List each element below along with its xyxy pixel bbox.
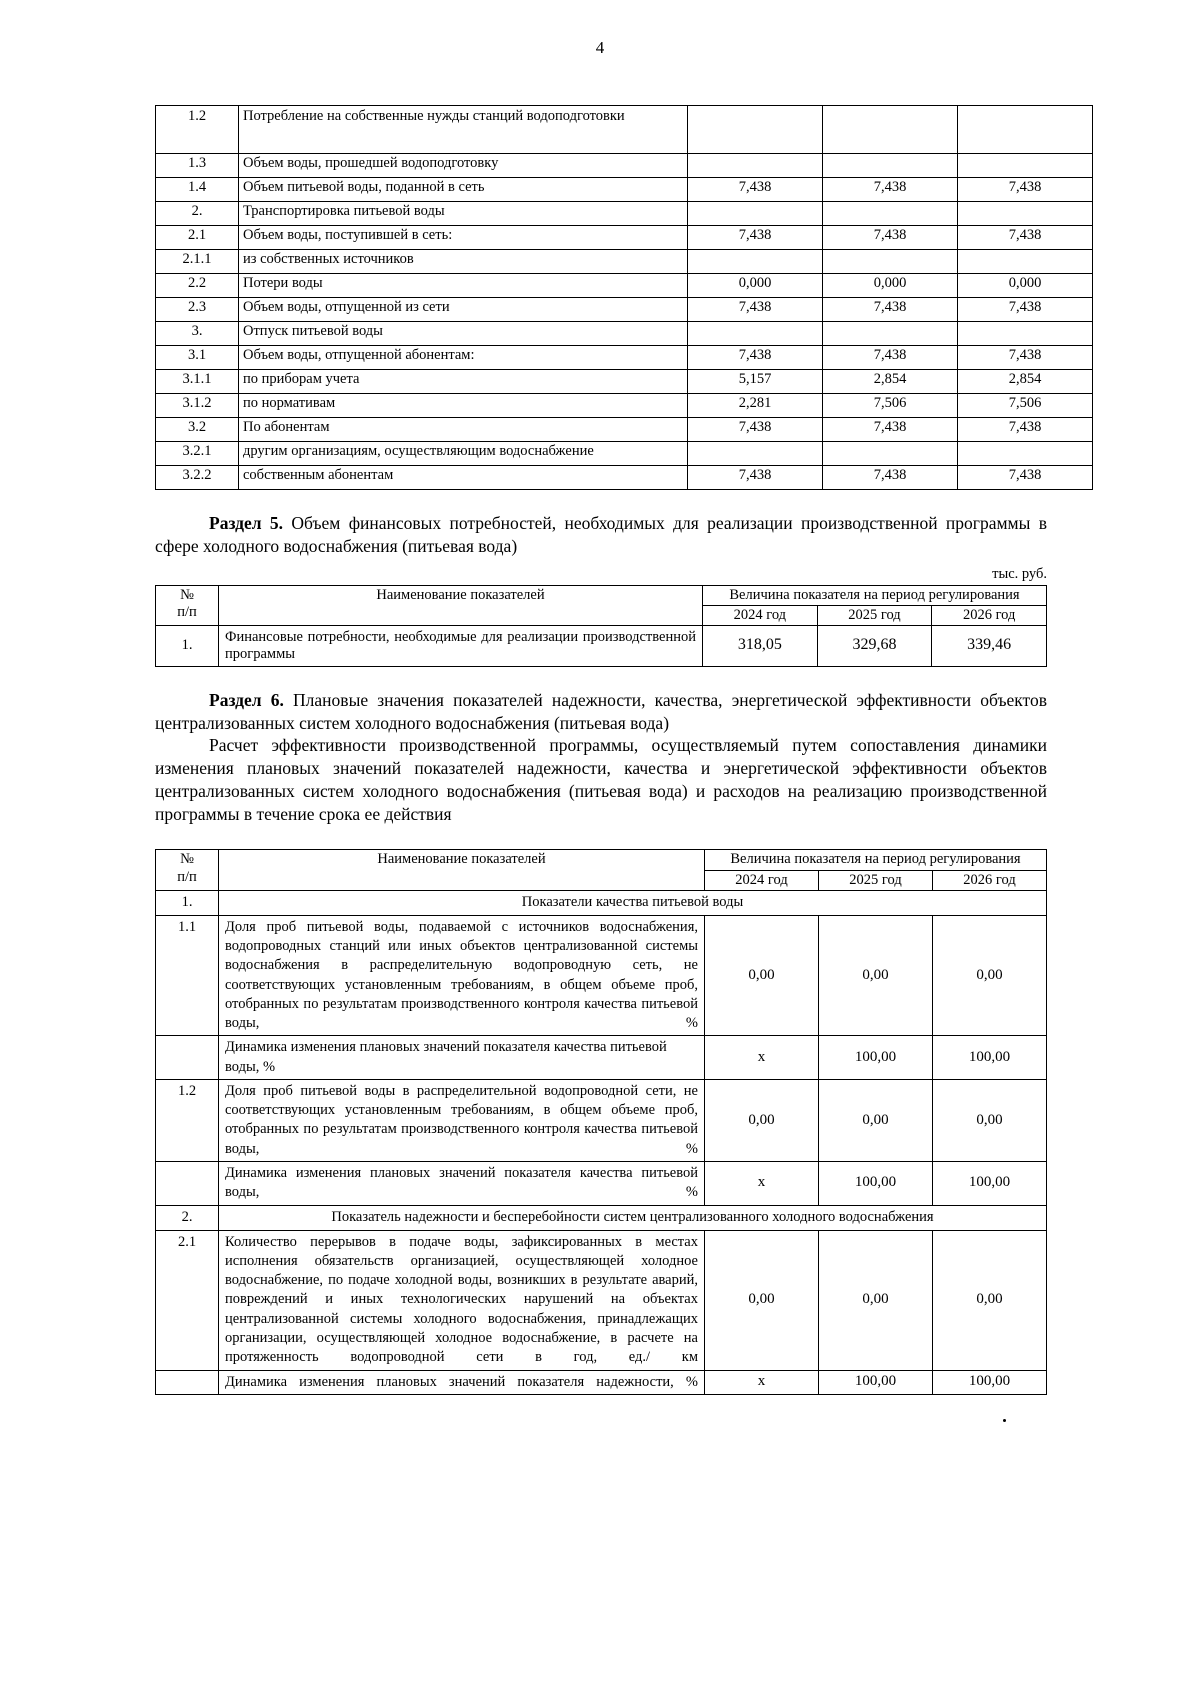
section-6-heading bbox=[155, 689, 1047, 735]
table-row-dynamics bbox=[156, 1162, 1047, 1206]
row-label: По абонентам bbox=[239, 418, 688, 442]
header-np bbox=[156, 850, 219, 890]
header-year-2024: 2024 год bbox=[705, 870, 819, 890]
cell-2024: х bbox=[705, 1370, 819, 1394]
header-period-span: Величина показателя на период регулирования bbox=[705, 850, 1047, 870]
cell-2025: 2,854 bbox=[823, 370, 958, 394]
table-header-row bbox=[156, 850, 1047, 870]
row-number: 3.1.2 bbox=[156, 394, 239, 418]
cell-2024: 318,05 bbox=[703, 625, 818, 666]
cell-2026: 0,00 bbox=[933, 1230, 1047, 1370]
cell-2026: 339,46 bbox=[932, 625, 1047, 666]
row-number: 1.2 bbox=[156, 106, 239, 154]
table-row bbox=[156, 106, 1093, 154]
row-number: 3.1 bbox=[156, 346, 239, 370]
cell-2024: 7,438 bbox=[688, 226, 823, 250]
cell-2024: 7,438 bbox=[688, 466, 823, 490]
table-row bbox=[156, 202, 1093, 226]
table-reliability-body bbox=[156, 890, 1047, 1394]
table-financial-needs bbox=[155, 585, 1047, 667]
section-5-units: тыс. руб. bbox=[992, 565, 1047, 582]
group-title: Показатели качества питьевой воды bbox=[219, 890, 1047, 915]
header-np bbox=[156, 585, 219, 625]
section-5-text: Объем финансовых потребностей, необходимых для реализации производственной программы в сфере холодного водоснабжения (питьевая вода) bbox=[155, 513, 1047, 556]
row-number: 2.1 bbox=[156, 1230, 219, 1370]
cell-2026: 0,000 bbox=[958, 274, 1093, 298]
header-np-line1: № bbox=[180, 851, 194, 868]
cell-2024: 7,438 bbox=[688, 298, 823, 322]
cell-2025 bbox=[823, 106, 958, 154]
cell-2026: 7,438 bbox=[958, 466, 1093, 490]
cell-2026 bbox=[958, 154, 1093, 178]
cell-2026: 2,854 bbox=[958, 370, 1093, 394]
cell-2025: 0,00 bbox=[819, 915, 933, 1036]
section-6-paragraph: Расчет эффективности производственной программы, осуществляемый путем сопоставления динамики изменения плановых значений показателей надежности, качества и энергетической эффективности объектов централизованных систем холодного водоснабжения (питьевая вода) и расходов на реализацию производственной программы в течение срока ее действия bbox=[155, 735, 1047, 824]
table-row bbox=[156, 178, 1093, 202]
table-row bbox=[156, 370, 1093, 394]
row-number: 1.3 bbox=[156, 154, 239, 178]
cell-2025: 7,438 bbox=[823, 418, 958, 442]
cell-2026: 7,506 bbox=[958, 394, 1093, 418]
row-number: 3.2 bbox=[156, 418, 239, 442]
header-np-line2: п/п bbox=[177, 868, 197, 885]
row-number bbox=[156, 1162, 219, 1206]
cell-2026 bbox=[958, 106, 1093, 154]
section-6-label: Раздел 6. bbox=[209, 689, 284, 710]
row-number: 3.2.1 bbox=[156, 442, 239, 466]
cell-2025: 7,506 bbox=[823, 394, 958, 418]
row-label: Транспортировка питьевой воды bbox=[239, 202, 688, 226]
table-row bbox=[156, 1079, 1047, 1161]
row-label: Доля проб питьевой воды, подаваемой с источников водоснабжения, водопроводных станций или иных объектов централизованной системы водоснабжения в распределительную водопроводную сеть, не соответствующих установленным требованиям, в общем объеме проб, отобранных по результатам производственного контроля качества питьевой воды, % bbox=[219, 915, 705, 1036]
cell-2025: 100,00 bbox=[819, 1162, 933, 1206]
table-row bbox=[156, 298, 1093, 322]
section-5-label: Раздел 5. bbox=[209, 513, 284, 533]
table-row bbox=[156, 322, 1093, 346]
row-label: Объем питьевой воды, поданной в сеть bbox=[239, 178, 688, 202]
cell-2025: 100,00 bbox=[819, 1370, 933, 1394]
row-label: другим организациям, осуществляющим водоснабжение bbox=[239, 442, 688, 466]
row-label: Динамика изменения плановых значений показателя качества питьевой воды, % bbox=[219, 1162, 705, 1206]
table-header-row bbox=[156, 585, 1047, 605]
scan-artifact-dot bbox=[1003, 1419, 1006, 1422]
row-label: по нормативам bbox=[239, 394, 688, 418]
row-label: Объем воды, поступившей в сеть: bbox=[239, 226, 688, 250]
row-label: из собственных источников bbox=[239, 250, 688, 274]
cell-2024 bbox=[688, 202, 823, 226]
cell-2026 bbox=[958, 442, 1093, 466]
table-row-dynamics bbox=[156, 1036, 1047, 1080]
cell-2024: х bbox=[705, 1162, 819, 1206]
cell-2026: 100,00 bbox=[933, 1036, 1047, 1080]
row-number: 2.1 bbox=[156, 226, 239, 250]
table-water-volumes bbox=[155, 105, 1093, 490]
row-label: Финансовые потребности, необходимые для реализации производственной программы bbox=[219, 625, 703, 666]
row-number bbox=[156, 1036, 219, 1080]
cell-2024 bbox=[688, 322, 823, 346]
table-row bbox=[156, 466, 1093, 490]
cell-2024: х bbox=[705, 1036, 819, 1080]
cell-2024: 0,00 bbox=[705, 1079, 819, 1161]
page-content bbox=[155, 105, 1047, 1395]
row-label: Объем воды, отпущенной из сети bbox=[239, 298, 688, 322]
row-number bbox=[156, 1370, 219, 1394]
cell-2026: 100,00 bbox=[933, 1370, 1047, 1394]
cell-2026: 0,00 bbox=[933, 1079, 1047, 1161]
page-number: 4 bbox=[595, 38, 605, 57]
cell-2026 bbox=[958, 250, 1093, 274]
row-label: Объем воды, прошедшей водоподготовку bbox=[239, 154, 688, 178]
cell-2024 bbox=[688, 106, 823, 154]
row-label: Динамика изменения плановых значений показателя качества питьевой воды, % bbox=[219, 1036, 705, 1080]
group-row-quality bbox=[156, 890, 1047, 915]
cell-2025: 100,00 bbox=[819, 1036, 933, 1080]
header-year-2025: 2025 год bbox=[817, 605, 932, 625]
table-row bbox=[156, 625, 1047, 666]
table-row bbox=[156, 250, 1093, 274]
row-label: Динамика изменения плановых значений показателя надежности, % bbox=[219, 1370, 705, 1394]
cell-2026: 7,438 bbox=[958, 178, 1093, 202]
header-year-2026: 2026 год bbox=[932, 605, 1047, 625]
cell-2024 bbox=[688, 154, 823, 178]
cell-2024 bbox=[688, 250, 823, 274]
cell-2024: 7,438 bbox=[688, 346, 823, 370]
table-row bbox=[156, 394, 1093, 418]
cell-2025 bbox=[823, 442, 958, 466]
table-row bbox=[156, 226, 1093, 250]
row-number: 3. bbox=[156, 322, 239, 346]
table-row bbox=[156, 418, 1093, 442]
cell-2024: 7,438 bbox=[688, 418, 823, 442]
row-number: 2.2 bbox=[156, 274, 239, 298]
cell-2026: 0,00 bbox=[933, 915, 1047, 1036]
row-label: Потребление на собственные нужды станций водоподготовки bbox=[239, 106, 688, 154]
cell-2024: 0,00 bbox=[705, 915, 819, 1036]
cell-2025 bbox=[823, 202, 958, 226]
cell-2024: 5,157 bbox=[688, 370, 823, 394]
table-row bbox=[156, 154, 1093, 178]
group-title: Показатель надежности и бесперебойности систем централизованного холодного водоснабжения bbox=[219, 1205, 1047, 1230]
row-label: Потери воды bbox=[239, 274, 688, 298]
header-indicator-name: Наименование показателей bbox=[219, 850, 705, 890]
cell-2026: 7,438 bbox=[958, 298, 1093, 322]
cell-2024: 0,000 bbox=[688, 274, 823, 298]
cell-2025: 7,438 bbox=[823, 178, 958, 202]
row-number: 1.2 bbox=[156, 1079, 219, 1161]
row-number: 2. bbox=[156, 202, 239, 226]
cell-2025 bbox=[823, 154, 958, 178]
cell-2026: 7,438 bbox=[958, 226, 1093, 250]
cell-2025: 7,438 bbox=[823, 466, 958, 490]
table-financial-needs-head bbox=[156, 585, 1047, 625]
cell-2025: 0,00 bbox=[819, 1230, 933, 1370]
cell-2025: 329,68 bbox=[817, 625, 932, 666]
group-row-reliability bbox=[156, 1205, 1047, 1230]
header-indicator-name: Наименование показателей bbox=[219, 585, 703, 625]
header-year-2024: 2024 год bbox=[703, 605, 818, 625]
table-row-dynamics bbox=[156, 1370, 1047, 1394]
table-row bbox=[156, 915, 1047, 1036]
header-year-2026: 2026 год bbox=[933, 870, 1047, 890]
section-6-text: Плановые значения показателей надежности, качества, энергетической эффективности объектов централизованных систем холодного водоснабжения (питьевая вода) bbox=[155, 689, 1047, 733]
row-label: Объем воды, отпущенной абонентам: bbox=[239, 346, 688, 370]
row-label: по приборам учета bbox=[239, 370, 688, 394]
table-reliability-head bbox=[156, 850, 1047, 890]
row-number: 2.3 bbox=[156, 298, 239, 322]
row-number: 3.1.1 bbox=[156, 370, 239, 394]
cell-2026 bbox=[958, 202, 1093, 226]
cell-2024: 0,00 bbox=[705, 1230, 819, 1370]
row-number: 3.2.2 bbox=[156, 466, 239, 490]
cell-2025: 7,438 bbox=[823, 346, 958, 370]
row-label: Количество перерывов в подаче воды, зафиксированных в местах исполнения обязательств организацией, осуществляющей холодное водоснабжение, по подаче холодной воды, возникших в результате аварий, повреждений и иных технологических нарушений на объектах централизованной системы холодного водоснабжения, принадлежащих организации, осуществляющей холодное водоснабжение, в расчете на протяженность водопроводной сети в год, ед./ км bbox=[219, 1230, 705, 1370]
table-row bbox=[156, 274, 1093, 298]
row-label: собственным абонентам bbox=[239, 466, 688, 490]
cell-2025 bbox=[823, 250, 958, 274]
header-np-line1: № bbox=[180, 586, 194, 603]
cell-2025: 7,438 bbox=[823, 298, 958, 322]
header-period-span: Величина показателя на период регулирования bbox=[703, 585, 1047, 605]
table-financial-needs-body bbox=[156, 625, 1047, 666]
cell-2024: 7,438 bbox=[688, 178, 823, 202]
table-row bbox=[156, 1230, 1047, 1370]
section-5-heading bbox=[155, 512, 1047, 558]
header-year-2025: 2025 год bbox=[819, 870, 933, 890]
table-reliability-indicators bbox=[155, 849, 1047, 1394]
row-number: 1. bbox=[156, 625, 219, 666]
table-row bbox=[156, 442, 1093, 466]
cell-2025: 0,00 bbox=[819, 1079, 933, 1161]
table-water-volumes-body bbox=[156, 106, 1093, 490]
cell-2025 bbox=[823, 322, 958, 346]
cell-2026: 7,438 bbox=[958, 418, 1093, 442]
cell-2024 bbox=[688, 442, 823, 466]
row-label: Доля проб питьевой воды в распределительной водопроводной сети, не соответствующих установленным требованиям, в общем объеме проб, отобранных по результатам производственного контроля качества питьевой воды, % bbox=[219, 1079, 705, 1161]
row-label: Отпуск питьевой воды bbox=[239, 322, 688, 346]
cell-2026: 100,00 bbox=[933, 1162, 1047, 1206]
cell-2026 bbox=[958, 322, 1093, 346]
group-number: 1. bbox=[156, 890, 219, 915]
row-number: 1.1 bbox=[156, 915, 219, 1036]
row-number: 1.4 bbox=[156, 178, 239, 202]
cell-2026: 7,438 bbox=[958, 346, 1093, 370]
cell-2025: 7,438 bbox=[823, 226, 958, 250]
table-row bbox=[156, 346, 1093, 370]
row-number: 2.1.1 bbox=[156, 250, 239, 274]
cell-2024: 2,281 bbox=[688, 394, 823, 418]
group-number: 2. bbox=[156, 1205, 219, 1230]
header-np-line2: п/п bbox=[177, 603, 197, 620]
cell-2025: 0,000 bbox=[823, 274, 958, 298]
